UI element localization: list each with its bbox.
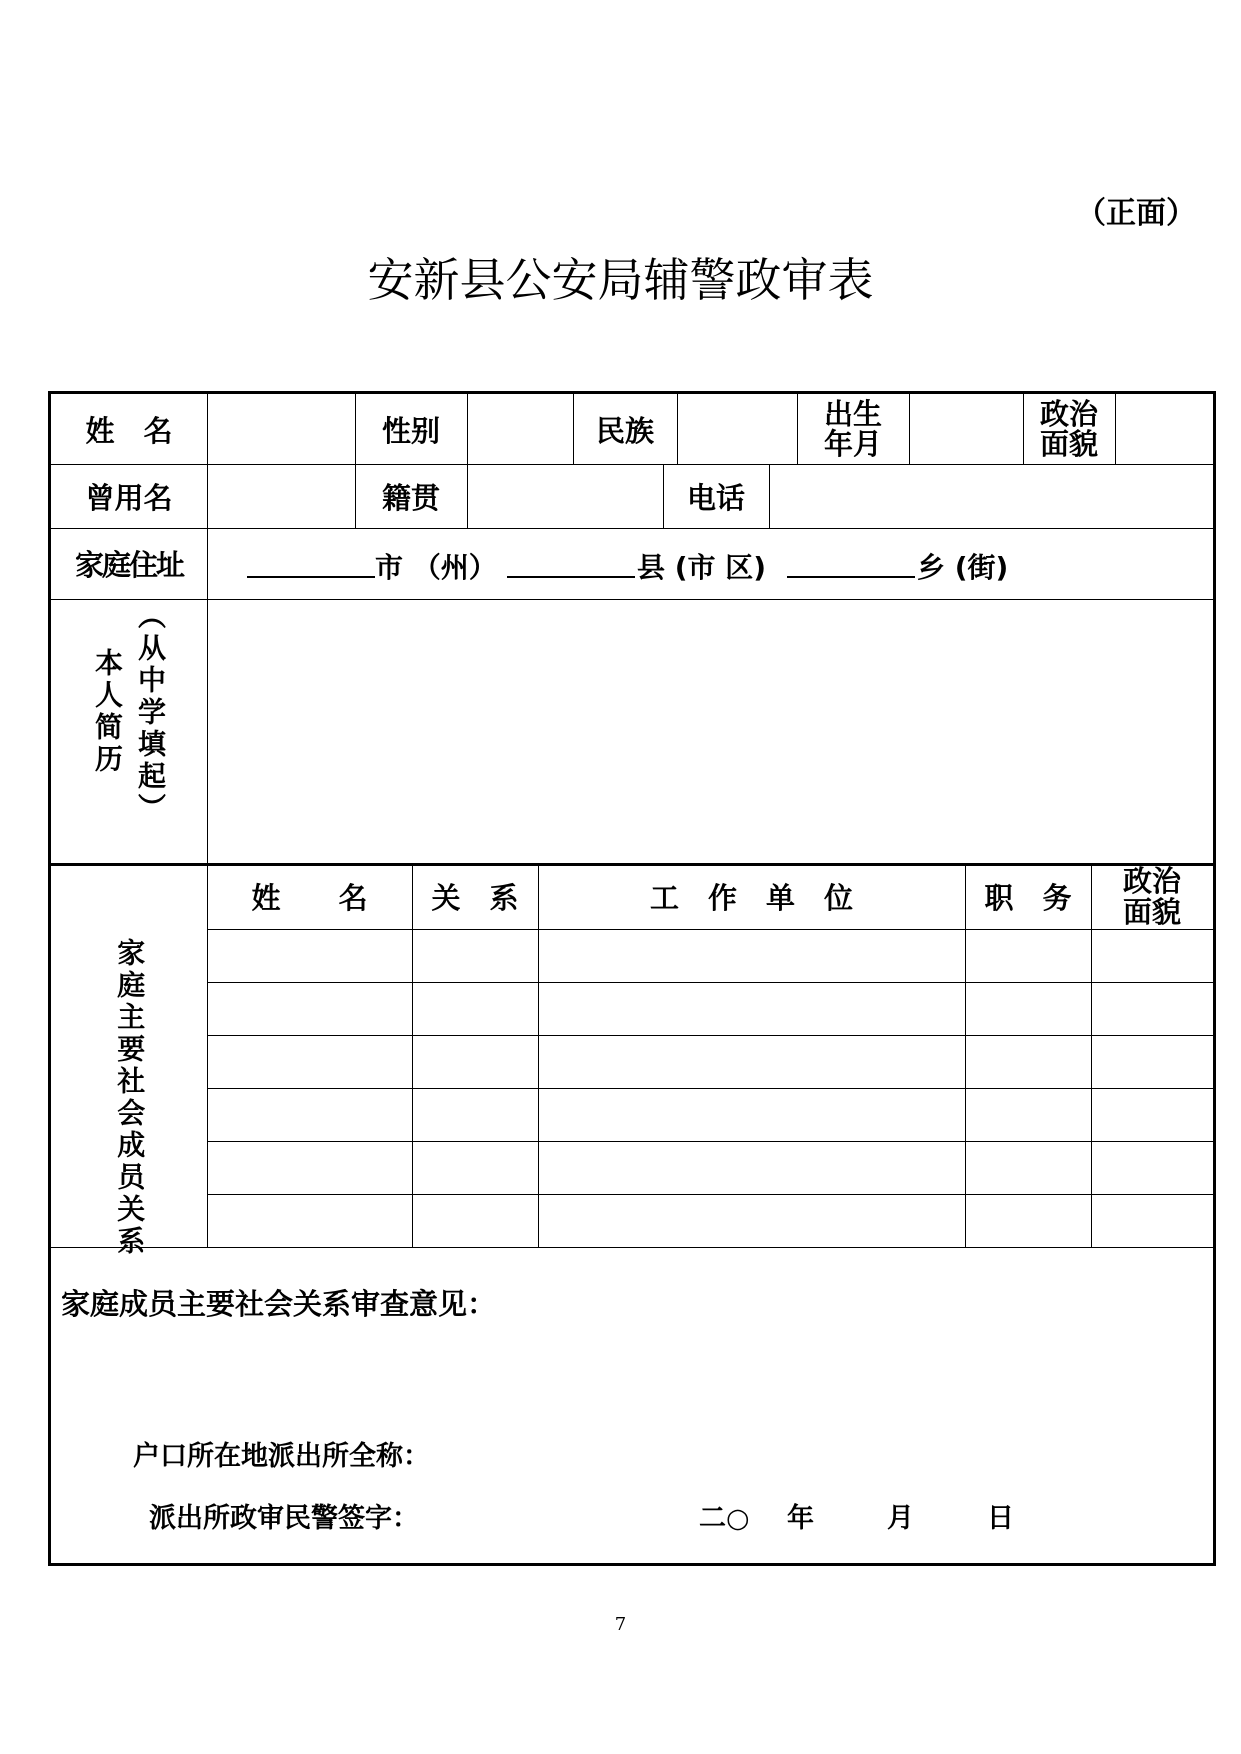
member-position-cell[interactable]: [965, 1194, 1091, 1247]
member-politics-cell[interactable]: [1091, 1035, 1213, 1088]
grid-line: [769, 464, 770, 528]
grid-line: [207, 1035, 1213, 1036]
member-name-cell[interactable]: [207, 1141, 412, 1194]
phone-field[interactable]: [769, 464, 1213, 528]
native-place-label: 籍贯: [381, 480, 440, 515]
grid-line: [797, 394, 798, 464]
address-line: [207, 528, 1213, 599]
member-politics-cell[interactable]: [1091, 982, 1213, 1035]
politics-field[interactable]: [1115, 394, 1213, 464]
resume-note: （从中学填起）: [134, 600, 167, 825]
member-workplace-cell[interactable]: [538, 982, 965, 1035]
birth-label: 出生年月: [823, 396, 882, 461]
col-position: 职 务: [984, 881, 1072, 915]
member-name-cell[interactable]: [207, 1088, 412, 1141]
grid-line: [467, 394, 468, 528]
member-position-cell[interactable]: [965, 1141, 1091, 1194]
town-suffix: 乡 (街): [917, 551, 1009, 584]
gender-field[interactable]: [467, 394, 573, 464]
grid-line: [207, 1088, 1213, 1089]
grid-line: [909, 394, 910, 464]
gender-label: 性别: [381, 413, 440, 448]
member-workplace-cell[interactable]: [538, 1088, 965, 1141]
member-relation-cell[interactable]: [412, 1194, 538, 1247]
day-label: 日: [987, 1503, 1014, 1534]
review-heading: 家庭成员主要社会关系审查意见：: [61, 1287, 497, 1321]
member-workplace-cell[interactable]: [538, 1035, 965, 1088]
grid-line: [51, 464, 1213, 465]
grid-line: [677, 394, 678, 464]
col-name: 姓 名: [251, 881, 368, 915]
month-label: 月: [887, 1503, 914, 1534]
grid-line: [51, 599, 1213, 600]
name-label: 姓 名: [85, 413, 173, 448]
date-prefix: 二○: [699, 1503, 750, 1534]
member-relation-cell[interactable]: [412, 1141, 538, 1194]
resume-field[interactable]: [207, 599, 1213, 864]
grid-line: [1023, 394, 1024, 464]
member-workplace-cell[interactable]: [538, 929, 965, 982]
grid-line: [663, 464, 664, 528]
member-relation-cell[interactable]: [412, 1088, 538, 1141]
former-name-label: 曾用名: [85, 480, 173, 515]
year-label: 年: [787, 1503, 814, 1534]
form-table: [48, 391, 1216, 1566]
member-position-cell[interactable]: [965, 1088, 1091, 1141]
grid-line: [207, 1194, 1213, 1195]
member-politics-cell[interactable]: [1091, 1141, 1213, 1194]
grid-line: [355, 394, 356, 528]
col-politics: 政治面貌: [1122, 864, 1181, 929]
city-blank[interactable]: [247, 576, 375, 578]
phone-label: 电话: [686, 480, 745, 515]
member-politics-cell[interactable]: [1091, 1194, 1213, 1247]
native-place-field[interactable]: [467, 464, 663, 528]
county-suffix: 县 (市 区): [637, 551, 767, 584]
county-blank[interactable]: [507, 576, 635, 578]
member-position-cell[interactable]: [965, 982, 1091, 1035]
town-blank[interactable]: [787, 576, 915, 578]
col-relation: 关 系: [431, 881, 519, 915]
member-relation-cell[interactable]: [412, 929, 538, 982]
grid-line: [51, 863, 1213, 866]
police-station-label: 户口所在地派出所全称：: [133, 1441, 430, 1472]
grid-line: [207, 1141, 1213, 1142]
grid-line: [51, 1247, 1213, 1248]
ethnicity-label: 民族: [595, 413, 654, 448]
side-note: （正面）: [1076, 196, 1196, 231]
page-number: 7: [614, 1614, 627, 1635]
name-field[interactable]: [207, 394, 355, 464]
birth-field[interactable]: [909, 394, 1023, 464]
member-name-cell[interactable]: [207, 929, 412, 982]
ethnicity-field[interactable]: [677, 394, 797, 464]
resume-label: 本人简历: [91, 647, 124, 776]
member-politics-cell[interactable]: [1091, 929, 1213, 982]
page-title: 安新县公安局辅警政审表: [367, 253, 874, 307]
signature-label: 派出所政审民警签字：: [149, 1503, 419, 1534]
member-name-cell[interactable]: [207, 1035, 412, 1088]
member-position-cell[interactable]: [965, 1035, 1091, 1088]
politics-label: 政治面貌: [1039, 396, 1098, 461]
member-name-cell[interactable]: [207, 982, 412, 1035]
member-workplace-cell[interactable]: [538, 1141, 965, 1194]
member-position-cell[interactable]: [965, 929, 1091, 982]
grid-line: [207, 982, 1213, 983]
grid-line: [573, 394, 574, 464]
col-workplace: 工 作 单 位: [649, 881, 853, 915]
member-relation-cell[interactable]: [412, 982, 538, 1035]
address-label: 家庭住址: [74, 548, 183, 582]
member-name-cell[interactable]: [207, 1194, 412, 1247]
family-label: 家庭主要社会成员关系: [113, 937, 147, 1258]
former-name-field[interactable]: [207, 464, 355, 528]
member-relation-cell[interactable]: [412, 1035, 538, 1088]
member-workplace-cell[interactable]: [538, 1194, 965, 1247]
grid-line: [1115, 394, 1116, 464]
city-suffix: 市 （州）: [375, 551, 497, 584]
grid-line: [51, 528, 1213, 529]
member-politics-cell[interactable]: [1091, 1088, 1213, 1141]
